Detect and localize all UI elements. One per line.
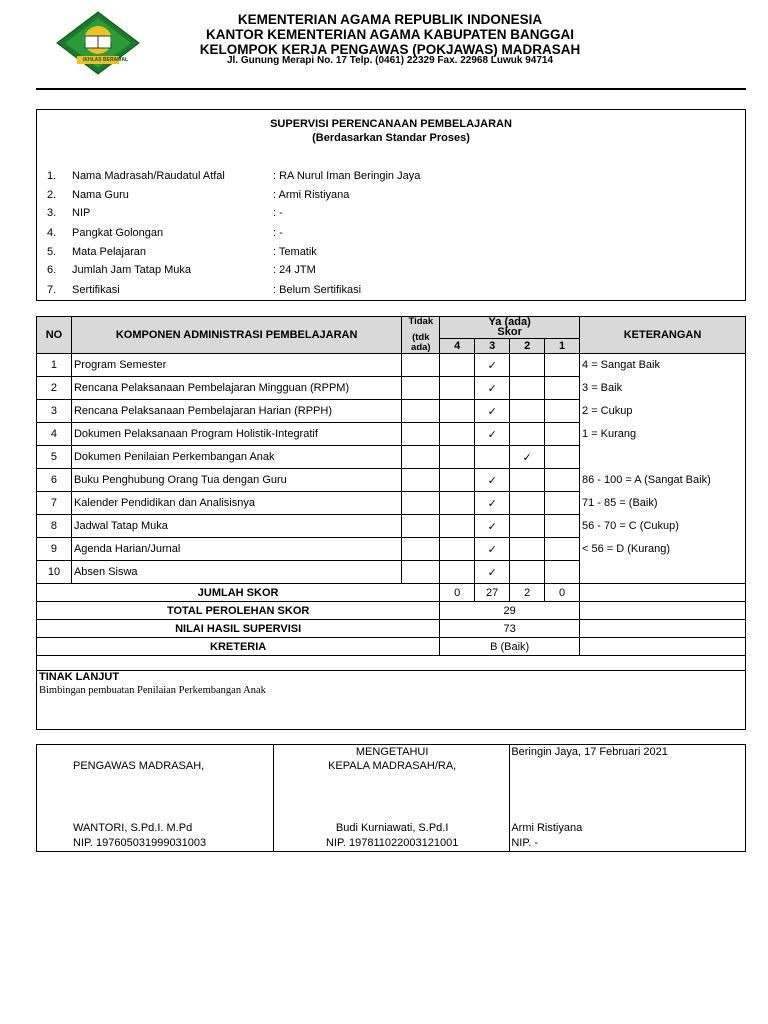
row-number: 8 (37, 515, 72, 538)
table-row (37, 469, 746, 492)
row-score-2 (510, 469, 545, 492)
nilai-blank (580, 620, 746, 638)
kepala-nip: NIP. 197811022003121001 (325, 837, 459, 849)
assessment-table (36, 316, 746, 671)
row-keterangan: 4 = Sangat Baik (580, 354, 746, 377)
header-keterangan: KETERANGAN (580, 317, 746, 354)
table-row (37, 492, 746, 515)
row-keterangan: 1 = Kurang (580, 423, 746, 446)
row-number: 3 (37, 400, 72, 423)
logo-motto: IKHLAS BERAMAL (83, 57, 128, 63)
row-score-1 (545, 538, 580, 561)
row-keterangan: 3 = Baik (580, 377, 746, 400)
row-tidak (402, 446, 440, 469)
follow-up-title: TINAK LANJUT (39, 671, 120, 683)
identity-value: : RA Nurul Iman Beringin Jaya (273, 170, 421, 182)
header-score-3: 3 (475, 338, 510, 353)
identity-number: 1. (47, 170, 57, 182)
doc-subtitle: (Berdasarkan Standar Proses) (312, 132, 470, 144)
row-number: 4 (37, 423, 72, 446)
jumlah-skor-1: 0 (545, 584, 580, 602)
row-komponen: Buku Penghubung Orang Tua dengan Guru (71, 469, 401, 492)
row-tidak (402, 515, 440, 538)
row-score-3 (475, 446, 510, 469)
jumlah-skor-3: 27 (475, 584, 510, 602)
pengawas-title: PENGAWAS MADRASAH, (73, 760, 205, 772)
follow-up-text: Bimbingan pembuatan Penilaian Perkembangan Anak (39, 685, 266, 696)
row-score-2 (510, 377, 545, 400)
identity-number: 6. (47, 264, 57, 276)
kemenag-logo-icon (55, 10, 141, 76)
header-ya (440, 317, 580, 339)
row-score-4 (440, 538, 475, 561)
kriteria-blank (580, 638, 746, 656)
row-tidak (402, 423, 440, 446)
kriteria-value: B (Baik) (440, 638, 580, 656)
header-address: Jl. Gunung Merapi No. 17 Telp. (0461) 22329 Fax. 22968 Luwuk 94714 (226, 55, 554, 66)
doc-title: SUPERVISI PERENCANAAN PEMBELAJARAN (270, 118, 512, 130)
identity-value: : 24 JTM (273, 264, 316, 276)
row-score-3: ✓ (475, 423, 510, 446)
row-keterangan: < 56 = D (Kurang) (580, 538, 746, 561)
pengawas-nip: NIP. 197605031999031003 (73, 837, 207, 849)
row-score-2 (510, 561, 545, 584)
row-score-4 (440, 561, 475, 584)
guru-nip: NIP. - (511, 837, 539, 849)
table-row (37, 538, 746, 561)
signature-kepala (273, 745, 510, 852)
row-score-1 (545, 469, 580, 492)
pengawas-name: WANTORI, S.Pd.I. M.Pd (73, 822, 193, 834)
header-no: NO (37, 317, 72, 354)
row-score-3: ✓ (475, 515, 510, 538)
row-score-1 (545, 377, 580, 400)
row-number: 2 (37, 377, 72, 400)
identity-number: 4. (47, 227, 57, 239)
row-score-2 (510, 423, 545, 446)
total-label: TOTAL PEROLEHAN SKOR (37, 602, 440, 620)
kepala-name: Budi Kurniawati, S.Pd.I (335, 822, 449, 834)
header-tidak-sub: (tdk ada) (411, 332, 431, 353)
identity-value: : Belum Sertifikasi (273, 284, 362, 296)
header-office: KANTOR KEMENTERIAN AGAMA KABUPATEN BANGGAI (206, 27, 574, 42)
row-keterangan: 2 = Cukup (580, 400, 746, 423)
row-komponen: Dokumen Penilaian Perkembangan Anak (71, 446, 401, 469)
header-ya-label: Ya (ada) (488, 316, 531, 329)
jumlah-skor-label: JUMLAH SKOR (37, 584, 440, 602)
total-value: 29 (440, 602, 580, 620)
header-komponen: KOMPONEN ADMINISTRASI PEMBELAJARAN (71, 317, 401, 354)
total-blank (580, 602, 746, 620)
row-number: 1 (37, 354, 72, 377)
identity-value: : - (273, 227, 283, 239)
nilai-value: 73 (440, 620, 580, 638)
row-tidak (402, 538, 440, 561)
signature-guru (510, 745, 746, 852)
table-row (37, 354, 746, 377)
table-row (37, 515, 746, 538)
table-row (37, 423, 746, 446)
row-komponen: Dokumen Pelaksanaan Program Holistik-Integratif (71, 423, 401, 446)
row-score-1 (545, 446, 580, 469)
identity-label: NIP (72, 207, 91, 219)
place-date: Beringin Jaya, 17 Februari 2021 (511, 746, 668, 758)
header-ministry: KEMENTERIAN AGAMA REPUBLIK INDONESIA (237, 12, 543, 27)
table-row (37, 446, 746, 469)
row-score-3: ✓ (475, 561, 510, 584)
row-score-2: ✓ (510, 446, 545, 469)
table-row (37, 377, 746, 400)
jumlah-skor-blank (580, 584, 746, 602)
row-score-3: ✓ (475, 492, 510, 515)
row-komponen: Rencana Pelaksanaan Pembelajaran Harian (RPPH) (71, 400, 401, 423)
row-komponen: Absen Siswa (71, 561, 401, 584)
jumlah-skor-2: 2 (510, 584, 545, 602)
row-komponen: Jadwal Tatap Muka (71, 515, 401, 538)
row-tidak (402, 354, 440, 377)
identity-label: Nama Guru (72, 189, 129, 201)
jumlah-skor-4: 0 (440, 584, 475, 602)
row-score-4 (440, 469, 475, 492)
header-score-4: 4 (440, 338, 475, 353)
kepala-title: KEPALA MADRASAH/RA, (328, 760, 457, 772)
row-tidak (402, 377, 440, 400)
row-score-3: ✓ (475, 354, 510, 377)
identity-label: Mata Pelajaran (72, 246, 146, 258)
row-komponen: Kalender Pendidikan dan Analisisnya (71, 492, 401, 515)
row-tidak (402, 492, 440, 515)
spacer-row (37, 656, 746, 671)
row-score-2 (510, 538, 545, 561)
row-keterangan (580, 446, 746, 469)
row-keterangan: 56 - 70 = C (Cukup) (580, 515, 746, 538)
row-score-4 (440, 377, 475, 400)
follow-up-box (36, 670, 746, 730)
identity-label: Pangkat Golongan (72, 227, 164, 239)
row-score-1 (545, 561, 580, 584)
signature-pengawas (37, 745, 274, 852)
identity-number: 7. (47, 284, 57, 296)
row-score-2 (510, 492, 545, 515)
table-row (37, 561, 746, 584)
header-score-2: 2 (510, 338, 545, 353)
header-divider (36, 88, 746, 90)
row-tidak (402, 400, 440, 423)
header-score-1: 1 (545, 338, 580, 353)
header-skor-label: Skor (497, 326, 522, 339)
row-keterangan (580, 561, 746, 584)
nilai-label: NILAI HASIL SUPERVISI (37, 620, 440, 638)
row-komponen: Rencana Pelaksanaan Pembelajaran Mingguan (RPPM) (71, 377, 401, 400)
mengetahui-label: MENGETAHUI (355, 746, 429, 758)
row-number: 7 (37, 492, 72, 515)
row-score-4 (440, 423, 475, 446)
row-score-4 (440, 515, 475, 538)
row-score-4 (440, 446, 475, 469)
row-number: 6 (37, 469, 72, 492)
row-score-3: ✓ (475, 400, 510, 423)
header-tidak (402, 317, 440, 354)
row-tidak (402, 561, 440, 584)
row-score-3: ✓ (475, 538, 510, 561)
signature-table (36, 744, 746, 852)
header-tidak-label: Tidak (408, 316, 434, 327)
identity-value: : Armi Ristiyana (273, 189, 350, 201)
row-score-3: ✓ (475, 469, 510, 492)
identity-label: Nama Madrasah/Raudatul Atfal (72, 170, 225, 182)
identity-number: 2. (47, 189, 57, 201)
row-number: 5 (37, 446, 72, 469)
row-score-1 (545, 515, 580, 538)
row-number: 10 (37, 561, 72, 584)
identity-label: Sertifikasi (72, 284, 120, 296)
identity-box (36, 109, 746, 301)
row-score-2 (510, 400, 545, 423)
row-score-4 (440, 400, 475, 423)
identity-number: 3. (47, 207, 57, 219)
row-komponen: Program Semester (71, 354, 401, 377)
row-score-3: ✓ (475, 377, 510, 400)
header-group: KELOMPOK KERJA PENGAWAS (POKJAWAS) MADRASAH (199, 42, 581, 57)
row-score-1 (545, 400, 580, 423)
row-score-1 (545, 423, 580, 446)
kriteria-label: KRETERIA (37, 638, 440, 656)
row-number: 9 (37, 538, 72, 561)
row-score-2 (510, 515, 545, 538)
guru-name: Armi Ristiyana (511, 822, 583, 834)
row-score-1 (545, 492, 580, 515)
row-score-2 (510, 354, 545, 377)
row-keterangan: 86 - 100 = A (Sangat Baik) (580, 469, 746, 492)
identity-value: : - (273, 207, 283, 219)
row-komponen: Agenda Harian/Jurnal (71, 538, 401, 561)
table-row (37, 400, 746, 423)
identity-number: 5. (47, 246, 57, 258)
row-keterangan: 71 - 85 = (Baik) (580, 492, 746, 515)
identity-label: Jumlah Jam Tatap Muka (72, 264, 192, 276)
row-score-4 (440, 354, 475, 377)
row-tidak (402, 469, 440, 492)
row-score-1 (545, 354, 580, 377)
row-score-4 (440, 492, 475, 515)
identity-value: : Tematik (273, 246, 317, 258)
